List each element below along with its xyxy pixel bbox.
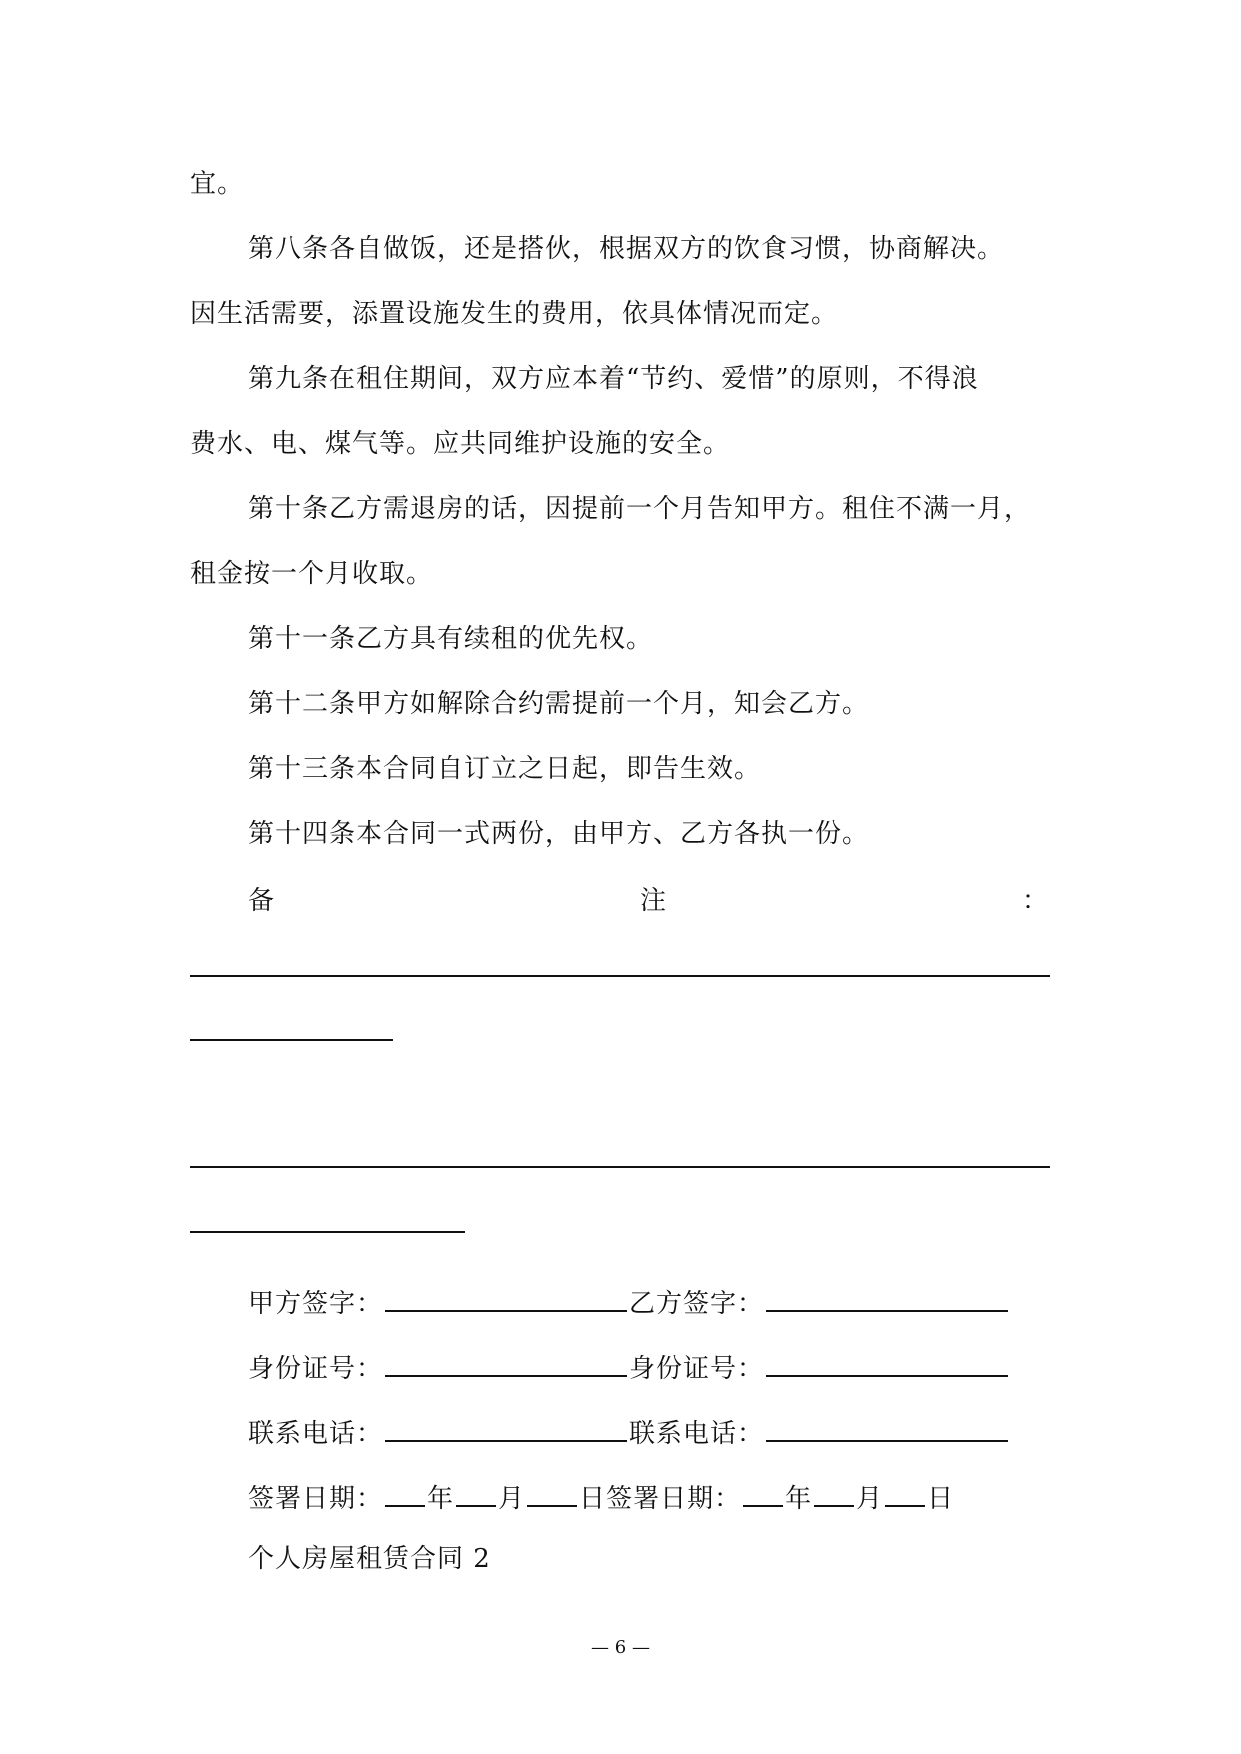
party-a-id-field[interactable] <box>385 1351 627 1377</box>
article-10-line-2: 租金按一个月收取。 <box>190 559 434 589</box>
day-label: 日 <box>579 1484 607 1514</box>
party-b-id-label: 身份证号： <box>629 1354 765 1384</box>
remark-blank-line-4 <box>190 1231 465 1233</box>
party-a-month-field[interactable] <box>456 1481 496 1507</box>
paragraph-line: 宜。 <box>190 169 245 199</box>
party-a-day-field[interactable] <box>527 1481 577 1507</box>
party-a-phone-field[interactable] <box>385 1416 627 1442</box>
phone-row <box>248 1416 1010 1447</box>
party-b-phone-label: 联系电话： <box>629 1419 765 1449</box>
party-a-sign-field[interactable] <box>385 1286 627 1312</box>
remark-blank-line-3 <box>190 1166 1050 1168</box>
remark-char-1: 备 <box>248 886 275 916</box>
article-12: 第十二条甲方如解除合约需提前一个月，知会乙方。 <box>248 689 870 719</box>
month-label: 月 <box>498 1484 526 1514</box>
date-row <box>248 1481 954 1512</box>
party-b-year-field[interactable] <box>743 1481 783 1507</box>
party-b-phone-field[interactable] <box>766 1416 1008 1442</box>
page-number: — 6 — <box>591 1637 650 1658</box>
article-9-line-2: 费水、电、煤气等。应共同维护设施的安全。 <box>190 429 731 459</box>
party-a-sign-label: 甲方签字： <box>248 1289 384 1319</box>
article-10-line-1: 第十条乙方需退房的话，因提前一个月告知甲方。租住不满一月， <box>248 494 1032 524</box>
day-label: 日 <box>927 1484 955 1514</box>
remark-blank-line-2 <box>190 1039 393 1041</box>
party-b-month-field[interactable] <box>814 1481 854 1507</box>
year-label: 年 <box>427 1484 455 1514</box>
party-a-year-field[interactable] <box>385 1481 425 1507</box>
article-14: 第十四条本合同一式两份，由甲方、乙方各执一份。 <box>248 819 870 849</box>
party-b-sign-field[interactable] <box>766 1286 1008 1312</box>
party-b-id-field[interactable] <box>766 1351 1008 1377</box>
month-label: 月 <box>856 1484 884 1514</box>
article-13: 第十三条本合同自订立之日起，即告生效。 <box>248 754 762 784</box>
next-section-title: 个人房屋租赁合同 2 <box>248 1544 491 1574</box>
article-11: 第十一条乙方具有续租的优先权。 <box>248 624 654 654</box>
id-number-row <box>248 1351 1010 1382</box>
article-9-line-1: 第九条在租住期间，双方应本着“节约、爱惜”的原则，不得浪 <box>248 364 979 394</box>
article-8-line-1: 第八条各自做饭，还是搭伙，根据双方的饮食习惯，协商解决。 <box>248 234 1005 264</box>
remark-char-2: 注 <box>640 886 667 916</box>
remark-colon: ： <box>1022 886 1049 916</box>
remark-blank-line-1 <box>190 975 1050 977</box>
party-b-sign-label: 乙方签字： <box>629 1289 765 1319</box>
party-a-date-label: 签署日期： <box>248 1484 384 1514</box>
article-8-line-2: 因生活需要，添置设施发生的费用，依具体情况而定。 <box>190 299 839 329</box>
party-a-id-label: 身份证号： <box>248 1354 384 1384</box>
signature-row <box>248 1286 1010 1317</box>
party-b-day-field[interactable] <box>885 1481 925 1507</box>
party-a-phone-label: 联系电话： <box>248 1419 384 1449</box>
party-b-date-label: 签署日期： <box>606 1484 742 1514</box>
year-label: 年 <box>785 1484 813 1514</box>
